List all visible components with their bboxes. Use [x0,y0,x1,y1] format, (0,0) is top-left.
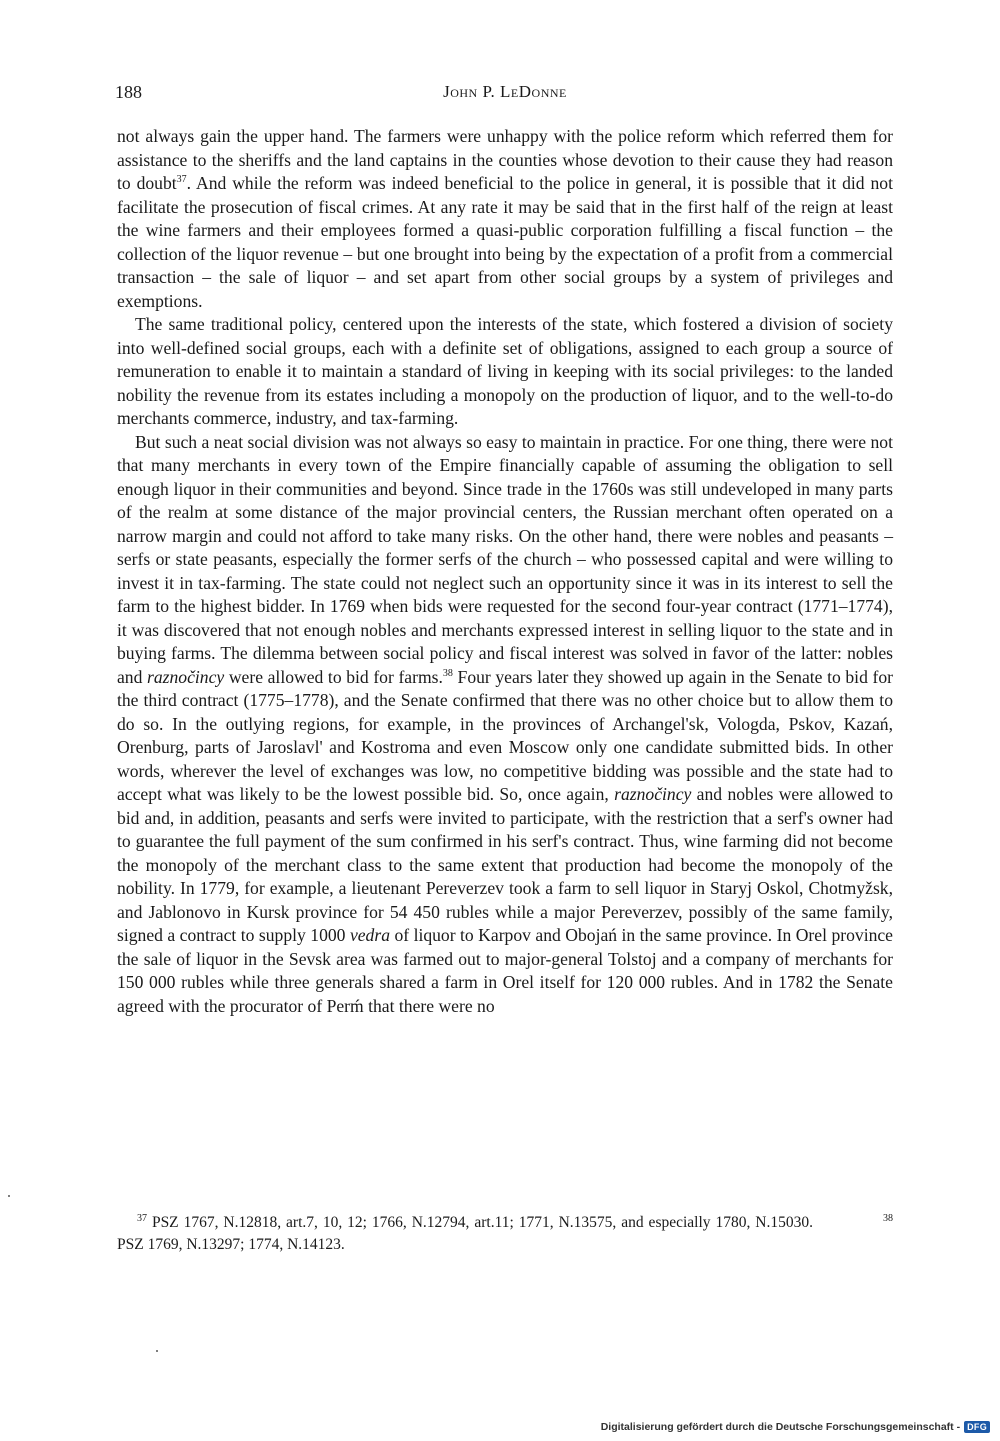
scan-speck [8,1195,10,1197]
footnote-38-text: PSZ 1769, N.13297; 1774, N.14123. [117,1236,345,1253]
italic-term: raznočincy [614,784,692,804]
paragraph-1 [117,125,893,313]
italic-term: vedra [349,925,390,945]
paragraph-3-text-d: and nobles were allowed to bid and, in addition, peasants and serfs were invited to participate, with the restriction that a serf's owner had to guarantee the full payment of the sum confirmed in his serf's contract. Thus, wine farming did not become the monopoly of the merchant class to the same extent that production had become the monopoly of the nobility. In 1779, for example, a lieutenant Pereverzev took a farm to sell liquor in Staryj Oskol, Chotmyžsk, and Jablonovo in Kursk province for 54 450 rubles while a major Pereverzev, possibly of the same family, signed a contract to supply 1000 [117,784,894,945]
paragraph-1-text-a: not always gain the upper hand. The farmers were unhappy with the police reform which referred them for assistance to the sheriffs and the land captains in the counties whose devotion to their cause they had reason to doubt [117,126,893,193]
running-head: John P. LeDonne [443,82,567,101]
paragraph-3-text-c: Four years later they showed up again in the Senate to bid for the third contract (1775–1778), and the Senate confirmed that there was no other choice but to allow them to do so. In the outlying regions, for example, in the provinces of Archangel'sk, Vologda, Pskov, Kazań, Orenburg, parts of Jaroslavl' and Kostroma and even Moscow only one candidate submitted bids. In other words, wherever the level of exchanges was low, no competitive bidding was possible and the state had to accept what was likely to be the lowest possible bid. So, once again, [117,666,893,804]
paragraph-1-text-b: . And while the reform was indeed beneficial to the police in general, it is possible that it did not facilitate the prosecution of fiscal crimes. At any rate it may be said that in the first half of the reign at least the wine farmers and their employees formed a quasi-public corporation fulfilling a fiscal function – the collection of the liquor revenue – but one brought into being by the expectation of a profit from a commercial transaction – the sale of liquor – and set apart from other social groups by a system of privileges and exemptions. [117,173,893,311]
paragraph-3-text-e: of liquor to Karpov and Obojań in the same province. In Orel province the sale of liquor in the Sevsk area was farmed out to major-general Tolstoj and a company of merchants for 150 000 rubles while three generals shared a farm in Orel itself for 120 000 rubles. And in 1782 the Senate agreed with the procurator of Perḿ that there were no [117,925,893,1016]
paragraph-2: The same traditional policy, centered upon the interests of the state, which fostered a division of society into well-defined social groups, each with a definite set of obligations, assigned to each group a source of remuneration to enable it to maintain a standard of living in keeping with its social privileges: to the landed nobility the revenue from its estates including a monopoly on the production of liquor, and to the well-to-do merchants commerce, industry, and tax-farming. [117,314,893,428]
footnotes [117,1212,893,1256]
footnote-ref-37: 37 [176,174,187,186]
paragraph-3 [117,431,893,1019]
body-text [117,125,893,1018]
funding-footer [601,1421,990,1433]
funding-note: Digitalisierung gefördert durch die Deutsche Forschungsgemeinschaft - [600,1421,961,1433]
dfg-logo-icon: DFG [964,1421,990,1433]
paragraph-3-text-b: were allowed to bid for farms. [224,666,443,687]
footnote-37-text: PSZ 1767, N.12818, art.7, 10, 12; 1766, N.12794, art.11; 1771, N.13575, and especially 1780, N.15030. [147,1214,813,1231]
footnote-block [117,1212,893,1256]
footnote-ref-38: 38 [442,667,453,679]
scan-speck [156,1350,158,1352]
footnote-37-number: 37 [137,1212,147,1224]
paragraph-3-text-a: But such a neat social division was not always so easy to maintain in practice. For one thing, there were not that many merchants in every town of the Empire financially capable of assuming the obligation to sell enough liquor in their communities and beyond. Since trade in the 1760s was still undeveloped in many parts of the realm at some distance of the major provincial centers, the Russian merchant often operated on a narrow margin and could not afford to take many risks. On the other hand, there were nobles and peasants – serfs or state peasants, especially the former serfs of the church – who possessed capital and were willing to invest it in tax-farming. The state could not neglect such an opportunity since it was in its interest to sell the farm to the highest bidder. In 1769 when bids were requested for the second four-year contract (1771–1774), it was discovered that not enough nobles and merchants expressed interest in selling liquor to the state and in buying farms. The dilemma between social policy and fiscal interest was solved in favor of the latter: nobles and [117,431,893,687]
page-header [115,82,895,106]
italic-term: raznočincy [147,666,225,687]
page-number: 188 [115,82,142,102]
footnote-38-number: 38 [883,1212,893,1224]
